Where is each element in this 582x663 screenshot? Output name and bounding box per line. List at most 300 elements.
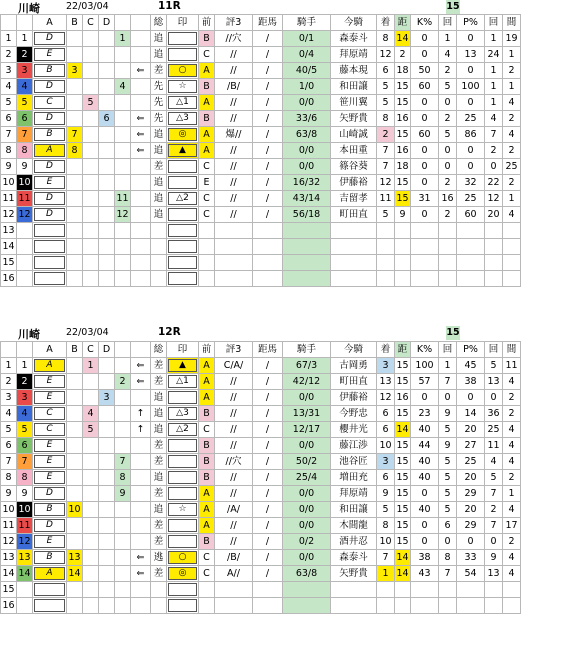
- rank-b: [67, 486, 83, 502]
- konki: 拜原靖: [331, 486, 377, 502]
- kisyu: [283, 582, 331, 598]
- rank-box: D: [34, 32, 65, 45]
- row-no: 13: [1, 223, 17, 239]
- mark: [167, 271, 199, 287]
- rank-box: D: [34, 160, 65, 173]
- k-pct: 0: [411, 31, 439, 47]
- rank-c: 5: [83, 95, 99, 111]
- rank-box: D: [34, 192, 65, 205]
- chaku: 7: [377, 550, 395, 566]
- hyo3: //: [215, 422, 253, 438]
- horse-no: [17, 239, 33, 255]
- rank-c: [83, 111, 99, 127]
- style: 追: [151, 406, 167, 422]
- kai2: 7: [485, 486, 503, 502]
- kai2: 1: [485, 79, 503, 95]
- kyoba: /: [253, 47, 283, 63]
- table-row: [1, 374, 521, 390]
- rank-c: [83, 255, 99, 271]
- header-hyo3: 距馬: [253, 342, 283, 358]
- chaku: 10: [377, 534, 395, 550]
- hyo3: //: [215, 47, 253, 63]
- rank-b: [67, 95, 83, 111]
- kai1: 5: [439, 454, 457, 470]
- header-arrow: [131, 342, 151, 358]
- kyoba: /: [253, 518, 283, 534]
- kyoba: [253, 223, 283, 239]
- rank-d: 3: [99, 390, 115, 406]
- mae: A: [199, 502, 215, 518]
- rank-extra: 12: [115, 207, 131, 223]
- kan: 4: [503, 127, 521, 143]
- arrow: [131, 518, 151, 534]
- header-kyori: K%: [411, 15, 439, 31]
- mae: C: [199, 566, 215, 582]
- kyori: 14: [395, 422, 411, 438]
- kyori: 15: [395, 486, 411, 502]
- rank-d: [99, 191, 115, 207]
- rank-a: [33, 502, 67, 518]
- konki: [331, 271, 377, 287]
- mae: A: [199, 127, 215, 143]
- hyo3: /B/: [215, 550, 253, 566]
- rank-extra: [115, 582, 131, 598]
- kyori: [395, 255, 411, 271]
- rank-box: E: [34, 375, 65, 388]
- kai1: 2: [439, 63, 457, 79]
- chaku: 5: [377, 79, 395, 95]
- rank-c: [83, 518, 99, 534]
- konki: 本田重: [331, 143, 377, 159]
- kyoba: /: [253, 390, 283, 406]
- k-pct: [411, 271, 439, 287]
- k-pct: 50: [411, 63, 439, 79]
- row-no: 5: [1, 422, 17, 438]
- row-no: 3: [1, 390, 17, 406]
- kyoba: /: [253, 406, 283, 422]
- hyo3: //: [215, 534, 253, 550]
- style: [151, 271, 167, 287]
- row-no: 14: [1, 566, 17, 582]
- hyo3: //: [215, 486, 253, 502]
- konki: 藤江渉: [331, 438, 377, 454]
- rank-a: [33, 31, 67, 47]
- kai2: 5: [485, 470, 503, 486]
- table-row: [1, 63, 521, 79]
- horse-no: [17, 598, 33, 614]
- header-row: [1, 342, 521, 358]
- mark: [167, 175, 199, 191]
- konki: 笹川翼: [331, 95, 377, 111]
- header-rank-extra: [115, 15, 131, 31]
- kai2: 24: [485, 47, 503, 63]
- rank-a: [33, 406, 67, 422]
- style: 先: [151, 111, 167, 127]
- hyo3: //: [215, 143, 253, 159]
- kai2: [485, 255, 503, 271]
- mark: [167, 358, 199, 374]
- header-k-pct: 回: [439, 15, 457, 31]
- k-pct: [411, 255, 439, 271]
- p-pct: 33: [457, 550, 485, 566]
- race2-header: [0, 326, 582, 340]
- mark-box: [168, 519, 197, 532]
- rank-b: [67, 534, 83, 550]
- p-pct: 38: [457, 374, 485, 390]
- race2-table: [0, 341, 521, 614]
- horse-no: 9: [17, 486, 33, 502]
- rank-b: [67, 111, 83, 127]
- kai2: 12: [485, 191, 503, 207]
- arrow: [131, 582, 151, 598]
- rank-a: [33, 534, 67, 550]
- mae: A: [199, 95, 215, 111]
- kisyu: 63/8: [283, 127, 331, 143]
- kyoba: /: [253, 566, 283, 582]
- header-mae: 評3: [215, 15, 253, 31]
- style: 追: [151, 207, 167, 223]
- row-no: 16: [1, 598, 17, 614]
- k-pct: 0: [411, 534, 439, 550]
- kai2: 36: [485, 406, 503, 422]
- mark: [167, 582, 199, 598]
- kyoba: /: [253, 438, 283, 454]
- kyoba: /: [253, 63, 283, 79]
- style: 追: [151, 390, 167, 406]
- mark: [167, 518, 199, 534]
- rank-extra: [115, 358, 131, 374]
- rank-d: [99, 566, 115, 582]
- row-no: 7: [1, 454, 17, 470]
- rank-a: [33, 223, 67, 239]
- p-pct: 54: [457, 566, 485, 582]
- rank-d: [99, 518, 115, 534]
- rank-extra: [115, 406, 131, 422]
- hyo3: //穴: [215, 31, 253, 47]
- arrow: ⇐: [131, 374, 151, 390]
- rank-c: [83, 47, 99, 63]
- rank-a: [33, 47, 67, 63]
- arrow: ⇐: [131, 63, 151, 79]
- hyo3: /A/: [215, 502, 253, 518]
- rank-b: [67, 406, 83, 422]
- mark: [167, 422, 199, 438]
- table-row: [1, 47, 521, 63]
- konki: 櫻井光: [331, 422, 377, 438]
- empty-box: [34, 256, 65, 269]
- kai1: 1: [439, 31, 457, 47]
- header-rank-b: B: [67, 342, 83, 358]
- chaku: 2: [377, 127, 395, 143]
- kai2: 7: [485, 518, 503, 534]
- arrow: [131, 239, 151, 255]
- kisyu: 16/32: [283, 175, 331, 191]
- rank-b: [67, 518, 83, 534]
- horse-no: 3: [17, 63, 33, 79]
- kyori: [395, 223, 411, 239]
- kisyu: 40/5: [283, 63, 331, 79]
- k-pct: 40: [411, 502, 439, 518]
- table-row: [1, 406, 521, 422]
- header-chaku: 距: [395, 342, 411, 358]
- venue-title: 川崎: [18, 2, 40, 15]
- rank-a: [33, 470, 67, 486]
- p-pct: 25: [457, 111, 485, 127]
- header-arrow: [131, 15, 151, 31]
- style: [151, 255, 167, 271]
- arrow: [131, 191, 151, 207]
- kyori: 18: [395, 159, 411, 175]
- kai2: 0: [485, 159, 503, 175]
- table-row: [1, 534, 521, 550]
- table-row: [1, 175, 521, 191]
- kisyu: [283, 223, 331, 239]
- mae: C: [199, 422, 215, 438]
- konki: 古岡勇: [331, 358, 377, 374]
- arrow: [131, 47, 151, 63]
- rank-a: [33, 390, 67, 406]
- rank-d: [99, 159, 115, 175]
- rank-d: [99, 143, 115, 159]
- kai1: [439, 255, 457, 271]
- horse-no: 10: [17, 502, 33, 518]
- arrow: [131, 207, 151, 223]
- rank-box: B: [34, 128, 65, 141]
- rank-d: [99, 207, 115, 223]
- rank-a: [33, 438, 67, 454]
- kyori: 15: [395, 534, 411, 550]
- horse-no: 12: [17, 534, 33, 550]
- kyori: [395, 271, 411, 287]
- mae: A: [199, 358, 215, 374]
- table-row: [1, 223, 521, 239]
- kan: 1: [503, 191, 521, 207]
- arrow: [131, 486, 151, 502]
- p-pct: 0: [457, 390, 485, 406]
- mark: [167, 486, 199, 502]
- konki: 森泰斗: [331, 31, 377, 47]
- horse-no: 1: [17, 31, 33, 47]
- rank-extra: [115, 127, 131, 143]
- arrow: [131, 31, 151, 47]
- mark-box: [168, 535, 197, 548]
- kyori: 14: [395, 31, 411, 47]
- rank-a: [33, 518, 67, 534]
- hyo3: //: [215, 374, 253, 390]
- kai2: 7: [485, 127, 503, 143]
- kan: 17: [503, 518, 521, 534]
- k-pct: 38: [411, 550, 439, 566]
- table-row: [1, 79, 521, 95]
- empty-box: [168, 272, 197, 285]
- empty-box: [34, 272, 65, 285]
- rank-c: [83, 502, 99, 518]
- rank-b: [67, 207, 83, 223]
- header-kyori: K%: [411, 342, 439, 358]
- horse-no: 1: [17, 358, 33, 374]
- kai2: 13: [485, 566, 503, 582]
- row-no: 9: [1, 486, 17, 502]
- chaku: 6: [377, 470, 395, 486]
- k-pct: 40: [411, 422, 439, 438]
- row-no: 9: [1, 159, 17, 175]
- rank-b: [67, 390, 83, 406]
- kai1: [439, 582, 457, 598]
- p-pct: 20: [457, 422, 485, 438]
- style: 差: [151, 566, 167, 582]
- rank-d: [99, 47, 115, 63]
- kisyu: 63/8: [283, 566, 331, 582]
- kyoba: /: [253, 111, 283, 127]
- mae: B: [199, 31, 215, 47]
- rank-extra: 2: [115, 374, 131, 390]
- row-no: 11: [1, 518, 17, 534]
- table-row: [1, 438, 521, 454]
- rank-a: [33, 358, 67, 374]
- kai2: [485, 271, 503, 287]
- header-kai2: 間: [503, 342, 521, 358]
- chaku: 13: [377, 374, 395, 390]
- rank-a: [33, 598, 67, 614]
- kai1: 0: [439, 159, 457, 175]
- rank-extra: [115, 390, 131, 406]
- kyori: 14: [395, 566, 411, 582]
- arrow: [131, 502, 151, 518]
- table-row: [1, 550, 521, 566]
- kisyu: 0/2: [283, 534, 331, 550]
- rank-extra: 9: [115, 486, 131, 502]
- row-no: 7: [1, 127, 17, 143]
- header-horse-no: [17, 342, 33, 358]
- header-style: 印: [167, 15, 199, 31]
- rank-box: D: [34, 112, 65, 125]
- horse-no: 6: [17, 111, 33, 127]
- arrow: ⇐: [131, 566, 151, 582]
- kan: [503, 223, 521, 239]
- rank-box: E: [34, 455, 65, 468]
- empty-box: [168, 240, 197, 253]
- mae: [199, 271, 215, 287]
- kai2: 4: [485, 111, 503, 127]
- header-kai1: P%: [457, 15, 485, 31]
- kisyu: 67/3: [283, 358, 331, 374]
- p-pct: 0: [457, 143, 485, 159]
- kan: 25: [503, 159, 521, 175]
- distance-badge: 15: [446, 327, 460, 338]
- rank-extra: [115, 159, 131, 175]
- kyoba: /: [253, 470, 283, 486]
- mae: [199, 223, 215, 239]
- table-row: [1, 159, 521, 175]
- kyori: 15: [395, 502, 411, 518]
- k-pct: [411, 598, 439, 614]
- kyori: 15: [395, 358, 411, 374]
- k-pct: 0: [411, 486, 439, 502]
- style: 追: [151, 175, 167, 191]
- mae: C: [199, 207, 215, 223]
- p-pct: 0: [457, 95, 485, 111]
- mae: C: [199, 191, 215, 207]
- mark-box: ◎: [168, 128, 197, 141]
- mark: [167, 598, 199, 614]
- style: 差: [151, 486, 167, 502]
- horse-no: 3: [17, 390, 33, 406]
- rank-b: [67, 358, 83, 374]
- rank-c: [83, 566, 99, 582]
- rank-b: [67, 239, 83, 255]
- konki: 伊藤裕: [331, 390, 377, 406]
- horse-no: 13: [17, 550, 33, 566]
- race1-header: [0, 0, 582, 14]
- header-p-pct: 回: [485, 342, 503, 358]
- rank-d: [99, 127, 115, 143]
- rank-extra: 1: [115, 31, 131, 47]
- kai1: [439, 239, 457, 255]
- p-pct: 0: [457, 31, 485, 47]
- kyoba: /: [253, 79, 283, 95]
- horse-no: 9: [17, 159, 33, 175]
- kyoba: [253, 271, 283, 287]
- konki: [331, 255, 377, 271]
- rank-b: [67, 454, 83, 470]
- rank-d: [99, 31, 115, 47]
- kisyu: 0/0: [283, 550, 331, 566]
- rank-b: [67, 191, 83, 207]
- rank-a: [33, 422, 67, 438]
- kyori: 15: [395, 454, 411, 470]
- mae: [199, 255, 215, 271]
- kisyu: 56/18: [283, 207, 331, 223]
- mark: [167, 63, 199, 79]
- horse-no: 14: [17, 566, 33, 582]
- kyoba: /: [253, 127, 283, 143]
- mark-box: [168, 176, 197, 189]
- arrow: [131, 159, 151, 175]
- kai1: 2: [439, 175, 457, 191]
- kyori: 2: [395, 47, 411, 63]
- rank-a: [33, 550, 67, 566]
- rank-c: 4: [83, 406, 99, 422]
- rank-b: [67, 255, 83, 271]
- kai1: 5: [439, 502, 457, 518]
- rank-d: 6: [99, 111, 115, 127]
- chaku: [377, 271, 395, 287]
- kai2: 22: [485, 175, 503, 191]
- kai1: 0: [439, 143, 457, 159]
- style: 差: [151, 454, 167, 470]
- horse-no: [17, 582, 33, 598]
- horse-no: [17, 255, 33, 271]
- kai2: 2: [485, 502, 503, 518]
- rank-extra: [115, 534, 131, 550]
- rank-c: [83, 207, 99, 223]
- rank-c: [83, 191, 99, 207]
- rank-c: [83, 470, 99, 486]
- arrow: [131, 79, 151, 95]
- kyori: 15: [395, 518, 411, 534]
- table-row: [1, 239, 521, 255]
- kyoba: /: [253, 502, 283, 518]
- row-no: 4: [1, 79, 17, 95]
- row-no: 16: [1, 271, 17, 287]
- rank-a: [33, 486, 67, 502]
- rank-extra: [115, 438, 131, 454]
- kai1: 8: [439, 550, 457, 566]
- chaku: 8: [377, 518, 395, 534]
- kai2: 4: [485, 454, 503, 470]
- kai1: 0: [439, 534, 457, 550]
- row-no: 2: [1, 374, 17, 390]
